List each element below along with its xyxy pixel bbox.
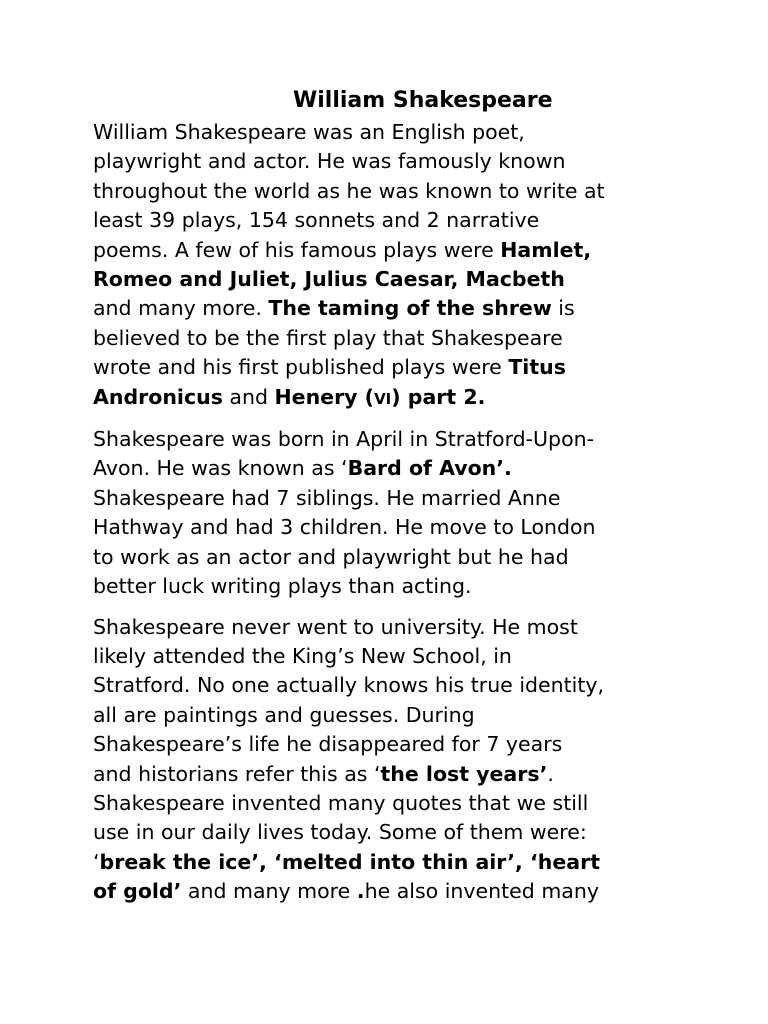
body-paragraph — [93, 118, 693, 414]
text-line — [93, 848, 693, 877]
bold-text-run: Henery ( — [274, 384, 375, 409]
text-run: ‘ — [93, 849, 100, 874]
text-line — [93, 572, 693, 601]
text-run: and many more — [181, 879, 357, 904]
text-run: throughout the world as he was known to write at — [93, 178, 605, 203]
bold-text-run: of gold’ — [93, 879, 182, 904]
text-line — [93, 513, 693, 542]
bold-text-run: Hamlet, — [500, 237, 592, 262]
body-paragraph — [93, 425, 693, 601]
bold-text-run: Titus — [508, 355, 566, 380]
text-run: and — [222, 384, 275, 409]
text-line — [93, 236, 693, 265]
text-line — [93, 454, 693, 483]
text-run: better luck writing plays than acting. — [93, 574, 472, 599]
text-line — [93, 642, 693, 671]
text-run: and many more. — [93, 296, 269, 321]
text-run: believed to be the first play that Shakespeare — [93, 325, 563, 350]
bold-text-run: Bard of Avon’. — [347, 456, 512, 481]
text-run: all are paintings and guesses. During — [93, 702, 475, 727]
text-line — [93, 701, 693, 730]
text-run: Avon. He was known as ‘ — [93, 456, 348, 481]
text-run: Shakespeare had 7 siblings. He married Anne — [93, 485, 561, 510]
text-run: . — [547, 761, 554, 786]
text-line — [93, 484, 693, 513]
text-run: Stratford. No one actually knows his true identity, — [93, 673, 605, 698]
text-run: to work as an actor and playwright but he had — [93, 544, 569, 569]
bold-text-run: the lost years’ — [380, 761, 548, 786]
text-line — [93, 671, 693, 700]
text-line — [93, 118, 693, 147]
text-line — [93, 353, 693, 382]
text-line — [93, 265, 693, 294]
bold-text-run: Romeo and Juliet, Julius Caesar, Macbeth — [93, 267, 565, 292]
text-run: William Shakespeare was an English poet, — [93, 120, 525, 144]
document-body — [93, 118, 693, 907]
text-run: Shakespeare never went to university. He most — [93, 614, 578, 639]
text-line — [93, 177, 693, 206]
text-line — [93, 425, 693, 454]
document-page — [93, 84, 693, 918]
text-line — [93, 324, 693, 353]
text-line — [93, 383, 693, 414]
bold-text-run: VI — [374, 389, 392, 408]
text-run: and historians refer this as ‘ — [93, 761, 381, 786]
text-run: Hathway and had 3 children. He move to London — [93, 515, 596, 540]
document-title: William Shakespeare — [293, 88, 553, 113]
bold-text-run: ) part 2. — [391, 384, 486, 409]
text-line — [93, 730, 693, 759]
bold-text-run: break the ice’, ‘melted into thin air’, ‘heart — [99, 849, 601, 874]
bold-text-run: Andronicus — [93, 384, 223, 409]
text-run: he also invented many — [364, 879, 599, 904]
bold-text-run: . — [356, 879, 365, 904]
body-paragraph — [93, 613, 693, 907]
bold-text-run: The taming of the shrew — [268, 296, 552, 321]
text-line — [93, 760, 693, 789]
text-run: poems. A few of his famous plays were — [93, 237, 501, 262]
text-run: wrote and his first published plays were — [93, 355, 509, 380]
text-run: likely attended the King’s New School, in — [93, 643, 512, 668]
text-line — [93, 613, 693, 642]
text-line — [93, 294, 693, 323]
text-line — [93, 789, 693, 818]
text-run: least 39 plays, 154 sonnets and 2 narrative — [93, 208, 540, 233]
text-line — [93, 147, 693, 176]
text-line — [93, 818, 693, 847]
text-run: Shakespeare’s life he disappeared for 7 years — [93, 732, 563, 757]
text-line — [93, 206, 693, 235]
text-run: playwright and actor. He was famously known — [93, 149, 566, 174]
text-run: is — [551, 296, 575, 321]
text-run: Shakespeare invented many quotes that we still — [93, 790, 589, 815]
text-run: Shakespeare was born in April in Stratford-Upon- — [93, 427, 594, 452]
text-line — [93, 543, 693, 572]
text-run: use in our daily lives today. Some of them were: — [93, 820, 587, 845]
text-line — [93, 877, 693, 906]
